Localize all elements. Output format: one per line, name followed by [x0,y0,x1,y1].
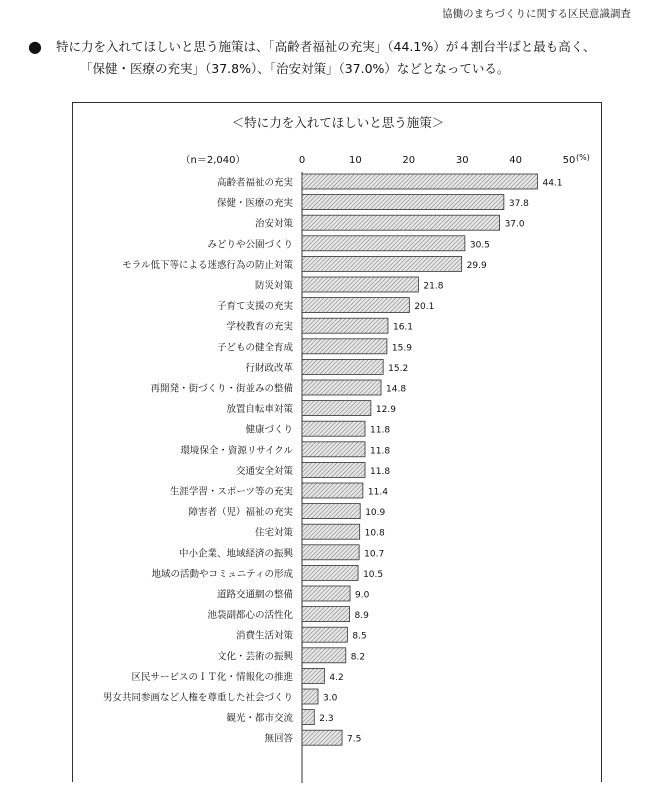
category-label: 生涯学習・スポーツ等の充実 [169,486,293,498]
category-label: 健康づくり [245,424,293,436]
category-label: 保健・医療の充実 [216,198,293,210]
bar [302,236,465,251]
value-label: 16.1 [392,322,414,333]
bullet-icon: ● [28,37,42,56]
value-label: 8.2 [350,652,366,663]
x-tick-label: 40 [509,155,522,166]
bar [302,174,537,189]
value-label: 11.8 [370,466,391,477]
value-label: 15.2 [388,363,409,374]
category-label: 消費生活対策 [235,630,293,642]
sample-size-label: （n＝2,040） [180,155,246,166]
category-label: 中小企業、地域経済の振興 [178,548,293,560]
value-label: 11.4 [367,487,388,498]
bar [302,504,360,519]
bars-group [103,174,563,745]
category-label: 地域の活動やコミュニティの形成 [151,568,293,580]
bar [302,359,383,374]
chart-frame [72,102,602,782]
value-label: 29.9 [466,260,487,271]
value-label: 11.8 [370,425,391,436]
bar [302,462,365,477]
value-label: 21.8 [423,281,444,292]
value-label: 7.5 [347,734,362,745]
value-label: 10.8 [364,528,385,539]
category-label: 子育て支援の充実 [216,301,293,313]
x-tick-label: 30 [455,155,469,166]
bar [302,710,314,725]
category-label: モラル低下等による迷惑行為の防止対策 [122,259,293,271]
category-label: 環境保全・資源リサイクル [180,445,293,457]
x-tick-label: 10 [349,155,362,166]
bar [302,668,324,683]
x-tick-label: 20 [402,155,416,166]
value-label: 37.8 [508,199,529,210]
bar [302,401,371,416]
bar [302,215,500,230]
bar [302,483,363,498]
value-label: 10.9 [365,508,386,519]
bar [302,421,365,436]
category-label: 交通安全対策 [235,465,293,477]
category-label: みどりや公園づくり [207,239,293,251]
value-label: 8.5 [352,631,367,642]
category-label: 区民サービスのＩＴ化・情報化の推進 [131,671,293,683]
value-label: 15.9 [391,343,412,354]
bar [302,380,381,395]
unit-label: (%) [576,153,590,162]
bar [302,442,365,457]
category-label: 無回答 [264,733,293,745]
bar [302,586,350,601]
value-label: 12.9 [375,405,396,416]
bar [302,256,462,271]
category-label: 再開発・街づくり・街並みの整備 [150,383,293,395]
category-label: 文化・芸術の振興 [216,651,293,663]
bar [302,545,359,560]
value-label: 2.3 [319,714,334,725]
bar-chart [73,103,603,783]
bar [302,195,504,210]
bar [302,277,418,292]
summary-line-1: 特に力を入れてほしいと思う施策は、「高齢者福祉の充実」（44.1%）が４割台半ばと最も高く、 [56,39,596,54]
value-label: 4.2 [329,672,344,683]
bar [302,627,347,642]
category-label: 治安対策 [254,218,293,230]
value-label: 30.5 [469,240,490,251]
value-label: 8.9 [354,611,369,622]
summary-line-2: 「保健・医療の充実」（37.8%）、「治安対策」（37.0%）などとなっている。 [80,61,510,76]
value-label: 3.0 [323,693,338,704]
category-label: 学校教育の充実 [226,321,293,333]
x-tick-label: 50 [562,155,576,166]
value-label: 9.0 [355,590,370,601]
category-label: 男女共同参画など人権を尊重した社会づくり [102,692,293,704]
category-label: 高齢者福祉の充実 [216,177,293,189]
value-label: 10.5 [363,569,384,580]
value-label: 20.1 [414,302,435,313]
report-title: 協働のまちづくりに関する区民意識調査 [442,8,631,20]
bar [302,318,388,333]
bar [302,607,350,622]
category-label: 子どもの健全育成 [216,342,293,354]
value-label: 14.8 [386,384,407,395]
category-label: 住宅対策 [254,527,293,539]
category-label: 行財政改革 [245,362,293,374]
category-label: 観光・都市交流 [226,713,293,725]
category-label: 障害者（児）福祉の充実 [188,507,293,519]
value-label: 11.8 [370,446,391,457]
bar [302,648,346,663]
summary-text [28,36,636,80]
bar [302,298,409,313]
value-label: 37.0 [504,219,525,230]
value-label: 10.7 [364,549,385,560]
bar [302,565,358,580]
x-tick-label: 0 [298,155,306,166]
category-label: 放置自転車対策 [226,404,293,416]
category-label: 池袋副都心の活性化 [207,610,293,622]
bar [302,689,318,704]
chart-title: ＜特に力を入れてほしいと思う施策＞ [231,115,445,130]
value-label: 44.1 [542,178,563,189]
bar [302,730,342,745]
category-label: 防災対策 [254,280,293,292]
bar [302,339,387,354]
category-label: 道路交通網の整備 [216,589,293,601]
bar [302,524,360,539]
